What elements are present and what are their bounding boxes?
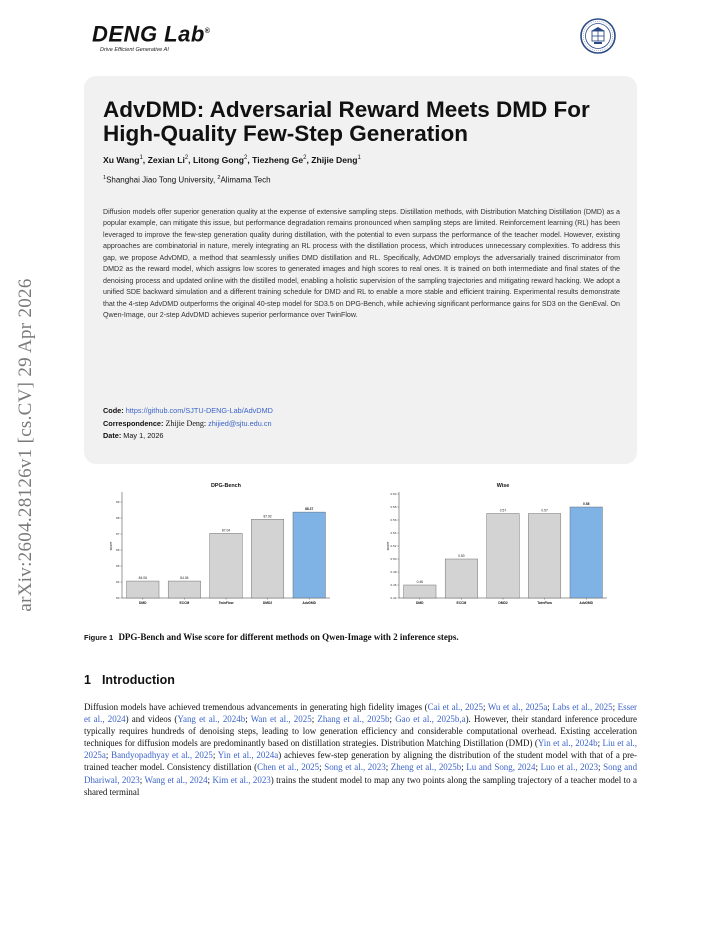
- university-seal-icon: [580, 18, 616, 54]
- author-affiliation-mark: 2: [303, 155, 307, 162]
- citation-link[interactable]: Gao et al., 2025b,a: [395, 714, 466, 725]
- affiliation-number: 1: [103, 175, 107, 181]
- figure-caption-text: DPG-Bench and Wise score for different methods on Qwen-Image with 2 inference steps.: [118, 632, 459, 642]
- code-link[interactable]: https://github.com/SJTU-DENG-Lab/AdvDMD: [125, 406, 273, 415]
- bar-value-label: 0.50: [458, 554, 465, 558]
- y-tick-label: 87: [116, 532, 120, 537]
- body-text-run: ;: [385, 762, 391, 773]
- y-tick-label: 0.50: [390, 557, 397, 562]
- chart-title: Wise: [496, 483, 510, 489]
- author-name: Zexian Li: [147, 155, 185, 165]
- x-tick-label: AdvDMD: [302, 601, 317, 605]
- citation-link[interactable]: Esser et al., 2024: [84, 702, 638, 725]
- section-heading: [84, 673, 175, 687]
- wise-chart: [385, 480, 613, 622]
- y-axis-label: score: [109, 541, 113, 551]
- bar-twinflow: [528, 514, 560, 599]
- correspondence-name: Zhijie Deng:: [165, 418, 207, 428]
- chart-title: DPG-Bench: [211, 483, 241, 489]
- citation-link[interactable]: Song et al., 2023: [324, 762, 386, 773]
- bar-value-label: 0.57: [541, 508, 548, 513]
- body-text-run: Diffusion models have achieved tremendous advancements in generating high fidelity images (: [84, 702, 428, 712]
- citation-link[interactable]: Song and Dhariwal, 2023: [84, 762, 638, 785]
- citation-link[interactable]: Bandyopadhyay et al., 2025: [111, 750, 213, 761]
- logo-text: DENG Lab: [92, 21, 205, 47]
- citation-link[interactable]: Luo et al., 2023: [540, 762, 599, 773]
- section-number: 1: [84, 673, 91, 687]
- date-value: May 1, 2026: [123, 431, 164, 440]
- x-tick-label: DMD: [416, 601, 424, 605]
- y-tick-label: 0.44: [390, 596, 397, 601]
- body-text-run: ;: [461, 762, 467, 773]
- y-tick-label: 0.46: [390, 583, 397, 588]
- figure-label: Figure 1: [84, 633, 114, 642]
- citation-link[interactable]: Cai et al., 2025: [427, 702, 483, 712]
- citation-link[interactable]: Liu et al., 2025a: [84, 738, 638, 761]
- citation-link[interactable]: Yin et al., 2024a: [217, 750, 279, 761]
- arxiv-identifier: [6, 230, 46, 660]
- bar-dmd: [127, 581, 159, 598]
- y-tick-label: 0.48: [390, 570, 397, 575]
- x-tick-label: AdvDMD: [579, 601, 594, 605]
- body-text-run: ;: [482, 702, 488, 712]
- x-tick-label: TwinFlow: [218, 601, 234, 605]
- bar-dmd2: [251, 519, 283, 598]
- x-tick-label: DMD2: [262, 601, 273, 605]
- body-text-run: ;: [311, 714, 318, 725]
- correspondence-line: [103, 418, 623, 431]
- y-tick-label: 0.54: [390, 531, 397, 536]
- code-label: Code:: [103, 406, 124, 415]
- author-list: Xu Wang$^1$, Zexian Li$^2$, Litong Gong$^2$, Tiezheng Ge$^2$, Zhijie Deng$^1$: [103, 155, 361, 165]
- introduction-paragraph: [84, 701, 637, 798]
- body-text-run: ) achieves few-step generation by aligning the distribution of the student model with that of a pre-trained teacher model. Consistency distillation (: [84, 750, 638, 773]
- bar-chart-svg: [385, 480, 613, 622]
- dpg-bench-chart: [108, 480, 336, 622]
- bar-advdmd: [293, 512, 325, 598]
- abstract-text: Diffusion models offer superior generation quality at the expense of extensive sampling steps. Distillation methods, with Distribution Matching Distillation (DMD) as a popular example, can mitigate this issue, but performance degradation remains pronounced when sampling steps are limited. Reinforcement learning (RL) has been leveraged to improve the few-step generation quality during distillation, with the potential to even surpass the performance of the teacher model. However, existing approaches are combinatorial in nature, merely integrating an RL process with the distillation process, which introduces unnecessary complexities. To address this gap, we propose AdvDMD, a method that seamlessly unifies DMD distillation and RL. Specifically, AdvDMD employs the adversarially trained discriminator from DMD2 as the reward model, which assigns low scores to generated images and high scores to real ones. It is trained on both intermediate and final states of the denoising process and updated online with the distilled model, enabling a holistic supervision of the sampling trajectories and mitigating reward hacking. We adopt a unified SDE backward simulation and a different training schedule for DMD and RL to enable a more stable and efficient training. Experimental results demonstrate that the 4-step AdvDMD outperforms the original 40-step model for SD3.5 on DPG-Bench, while achieving significant performance gains for SD3 on the GenEval. On Qwen-Image, our 2-step AdvDMD achieves superior performance over TwinFlow.: [103, 208, 620, 320]
- body-text-run: ) and videos (: [125, 714, 178, 725]
- affiliation-list: $^1$Shanghai Jiao Tong University, $^2$Alimama Tech: [103, 175, 271, 185]
- y-tick-label: 89: [116, 500, 120, 505]
- body-text-run: ;: [612, 702, 618, 712]
- date-label: Date:: [103, 431, 122, 440]
- author-affiliation-mark: 1: [139, 155, 143, 162]
- correspondence-email[interactable]: zhijied@sjtu.edu.cn: [208, 418, 272, 428]
- paper-meta: [103, 405, 623, 443]
- affiliation-number: 2: [217, 175, 221, 181]
- body-text-run: ;: [547, 702, 553, 712]
- citation-link[interactable]: Yin et al., 2024b: [537, 738, 598, 749]
- body-text-run: ;: [598, 762, 604, 773]
- paper-title: AdvDMD: Adversarial Reward Meets DMD For High-Quality Few-Step Generation: [103, 97, 590, 146]
- author-name: Tiezheng Ge: [252, 155, 304, 165]
- citation-link[interactable]: Labs et al., 2025: [552, 702, 613, 712]
- body-text-run: ;: [245, 714, 251, 725]
- citation-link[interactable]: Zhang et al., 2025b: [317, 714, 390, 725]
- body-text-run: ;: [105, 750, 112, 761]
- bar-value-label: 84.06: [138, 576, 147, 581]
- author-affiliation-mark: 1: [357, 155, 361, 162]
- body-text-run: ;: [207, 774, 213, 785]
- code-line: [103, 405, 623, 418]
- bar-chart-svg: [108, 480, 336, 622]
- y-tick-label: 0.56: [390, 518, 397, 523]
- x-tick-label: TwinFlow: [537, 601, 552, 605]
- citation-link[interactable]: Chen et al., 2025: [257, 762, 320, 773]
- body-text-run: ;: [139, 774, 145, 785]
- logo-registered-mark: ®: [204, 28, 211, 35]
- citation-link[interactable]: Lu and Song, 2024: [466, 762, 536, 773]
- citation-link[interactable]: Yang et al., 2024b: [177, 714, 246, 725]
- body-text-run: ;: [212, 750, 218, 761]
- y-tick-label: 88: [116, 516, 120, 521]
- body-text-run: ). However, their standard inference procedure typically requires hundreds of denoising steps, leading to low generation efficiency and considerable computational overhead. Existing acceleration techniques for diffusion models are predominantly based on distillation strategies. Distribution Matching Distillation (DMD) (: [84, 714, 638, 749]
- y-axis-label: score: [386, 541, 390, 551]
- bar-value-label: 87.04: [221, 528, 231, 533]
- x-tick-label: DMD2: [498, 601, 508, 605]
- x-tick-label: ECCM: [179, 601, 190, 605]
- bar-eccm: [168, 581, 200, 598]
- citation-link[interactable]: Wan et al., 2025: [250, 714, 312, 725]
- bar-value-label: 0.46: [416, 580, 424, 584]
- bar-dmd2: [487, 514, 519, 599]
- y-tick-label: 86: [116, 548, 120, 553]
- body-text-run: ;: [535, 762, 541, 773]
- author-name: Zhijie Deng: [311, 155, 358, 165]
- y-tick-label: 85: [116, 564, 120, 569]
- author-name: Xu Wang: [103, 155, 140, 165]
- bar-value-label: 0.57: [499, 508, 507, 513]
- author-affiliation-mark: 2: [244, 155, 248, 162]
- affiliation-name: Alimama Tech: [220, 175, 271, 185]
- figure-caption: [84, 632, 644, 642]
- citation-link[interactable]: Wang et al., 2024: [144, 774, 208, 785]
- bar-advdmd: [570, 507, 602, 598]
- bar-twinflow: [210, 533, 242, 598]
- body-text-run: ;: [389, 714, 396, 725]
- body-text-run: ) trains the student model to map any two points along the sampling trajectory of a teacher model to a shared terminal: [84, 774, 637, 797]
- y-tick-label: 0.52: [390, 544, 397, 549]
- section-title: Introduction: [101, 673, 175, 687]
- date-line: [103, 430, 623, 443]
- y-tick-label: 84: [116, 580, 120, 585]
- correspondence-label: Correspondence:: [103, 418, 164, 428]
- logo-tagline: Drive Efficient Generative AI: [100, 47, 169, 54]
- y-tick-label: 83: [116, 596, 120, 601]
- y-tick-label: 0.58: [390, 505, 397, 510]
- lab-logo: [92, 20, 212, 64]
- arxiv-identifier-text: arXiv:2604.28126v1 [cs.CV] 29 Apr 2026: [15, 278, 36, 612]
- bar-value-label: 88.37: [305, 507, 314, 512]
- citation-link[interactable]: Zheng et al., 2025b: [390, 762, 462, 773]
- bar-value-label: 84.06: [180, 576, 189, 581]
- author-affiliation-mark: 2: [184, 155, 189, 162]
- x-tick-label: ECCM: [456, 601, 467, 605]
- citation-link[interactable]: Kim et al., 2023: [212, 774, 271, 785]
- bar-value-label: 87.92: [263, 514, 272, 519]
- body-text-run: ;: [597, 738, 603, 749]
- bar-value-label: 0.58: [582, 502, 590, 506]
- x-tick-label: DMD: [139, 601, 147, 605]
- author-name: Litong Gong: [192, 155, 245, 165]
- bar-eccm: [445, 559, 477, 598]
- bar-dmd: [404, 585, 436, 598]
- body-text-run: ;: [319, 762, 325, 773]
- y-tick-label: 0.60: [390, 492, 397, 497]
- citation-link[interactable]: Wu et al., 2025a: [487, 702, 548, 712]
- affiliation-name: Shanghai Jiao Tong University: [106, 175, 213, 185]
